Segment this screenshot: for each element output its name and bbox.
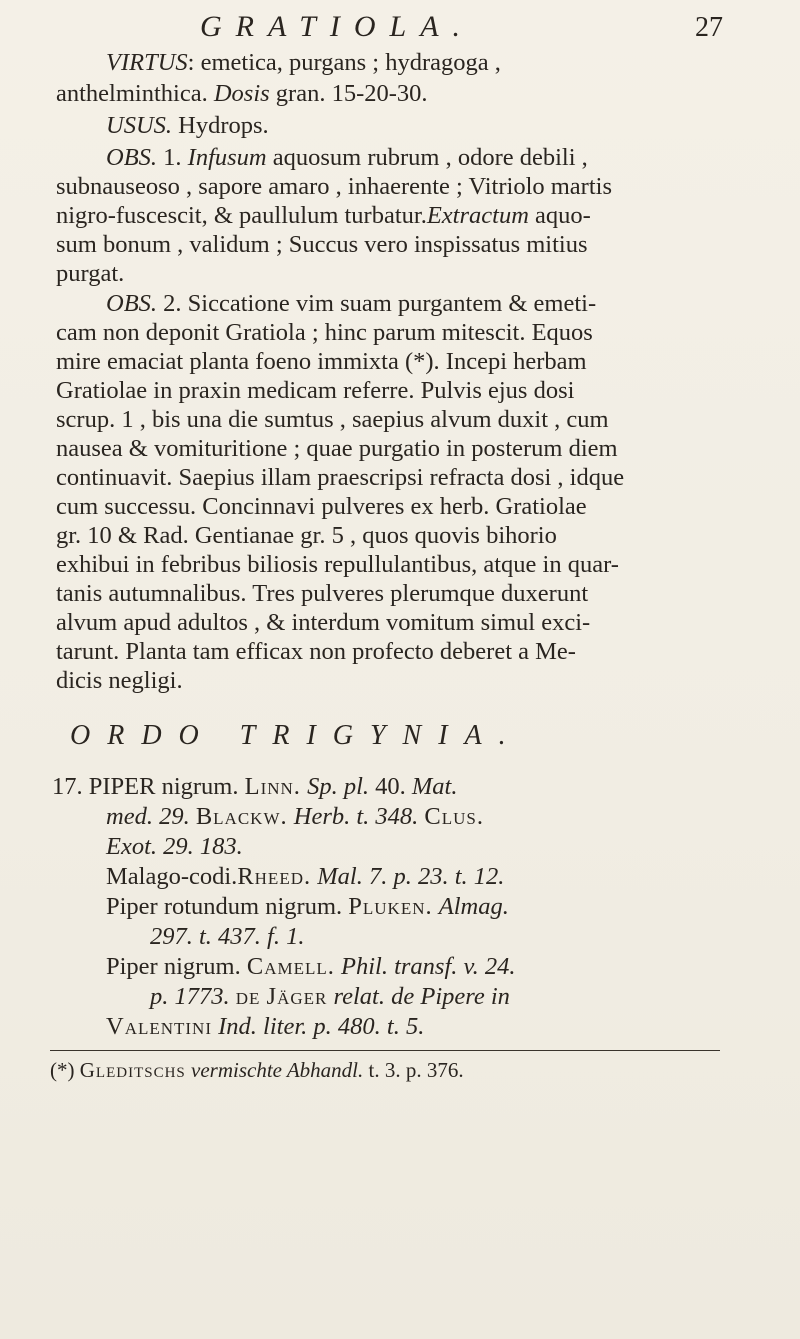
obs2-line-2: cam non deponit Gratiola ; hinc parum mitescit. Equos [56,319,593,346]
obs2-line-12: alvum apud adultos , & interdum vomitum simul exci- [56,609,591,636]
obs2-line-5: scrup. 1 , bis una die sumtus , saepius alvum duxit , cum [56,406,609,433]
virtus-line [106,48,501,78]
usus-text: Hydrops. [178,112,269,139]
obs2-line-8: cum successu. Concinnavi pulveres ex herb. Gratiolae [56,493,587,520]
entry17-8a: p. 1773. [150,983,230,1010]
usus-line [106,111,269,141]
entry17-3a: Exot. [106,833,158,860]
entry17-1b: Linn. [244,773,301,800]
obs1-label: OBS. [106,144,158,171]
obs1-line-3 [56,201,591,231]
footnote-title: vermischte Abhandl. [191,1058,364,1082]
entry17-6a: 297. t. 437. f. 1. [150,923,305,950]
obs1-line-4: sum bonum , validum ; Succus vero inspissatus mitius [56,231,588,258]
entry17-line-5 [106,892,509,922]
obs2-line-11: tanis autumnalibus. Tres pulveres plerumque duxerunt [56,580,589,607]
dosis-line [56,79,428,109]
obs1-line-5: purgat. [56,260,125,287]
obs2-line-10: exhibui in febribus biliosis repullulantibus, atque in quar- [56,551,619,578]
footnote-ref: t. 3. p. 376. [368,1058,464,1082]
entry17-1d: 40. [375,773,406,800]
entry17-7a: Piper nigrum. [106,953,241,980]
obs2-line-7: continuavit. Saepius illam praescripsi refracta dosi , idque [56,464,625,491]
entry17-4a: Malago-codi. [106,863,238,890]
obs2-line-4: Gratiolae in praxin medicam referre. Pulvis ejus dosi [56,377,575,404]
virtus-label: VIRTUS [106,49,188,76]
running-title: GRATIOLA. [200,10,475,43]
obs1-infusum: Infusum [187,144,267,171]
obs1-text-1: aquosum rubrum , odore debili , [272,144,588,171]
entry17-4c: Mal. 7. p. 23. t. 12. [317,863,505,890]
obs2-line-9: gr. 10 & Rad. Gentianae gr. 5 , quos quovis bihorio [56,522,557,549]
virtus-text-2: anthelminthica. [56,80,208,107]
entry17-5c: Almag. [438,893,509,920]
entry17-2d: Herb. t. [293,803,370,830]
page-number: 27 [695,12,723,43]
entry17-1c: Sp. pl. [307,773,369,800]
virtus-text: : emetica, purgans ; hydragoga , [187,49,501,76]
entry17-line-7 [106,952,515,982]
entry17-9b: Ind. liter. p. 480. t. 5. [218,1013,425,1040]
obs2-line-3: mire emaciat planta foeno immixta (*). Incepi herbam [56,348,587,375]
entry17-7b: Camell. [246,953,335,980]
obs2-line-6: nausea & vomituritione ; quae purgatio in posterum diem [56,435,618,462]
entry17-2b: 29. [159,803,190,830]
obs1-text-3b: aquo- [535,202,591,229]
entry17-4b: Rheed. [237,863,312,890]
entry17-line-2 [106,802,484,832]
footnote-mark: (*) [50,1058,75,1082]
obs1-text-3a: nigro-fuscescit, & paullulum turbatur. [56,202,427,229]
entry17-line-4 [106,862,504,892]
page-header [0,10,800,50]
entry17-3b: 29. 183. [163,833,243,860]
entry17-1a: PIPER nigrum. [88,773,239,800]
entry17-line-6 [150,922,305,952]
obs1-line-2: subnauseoso , sapore amaro , inhaerente ; Vitriolo martis [56,173,612,200]
obs1-extractum: Extractum [426,202,529,229]
obs2-label: OBS. [106,290,158,317]
entry17-line-3 [106,832,243,862]
entry17-9a: Valentini [106,1013,212,1040]
entry17-8b: de [235,983,261,1010]
footnote-author: Gleditschs [79,1058,186,1082]
dosis-label: Dosis [213,80,270,107]
entry17-2e: 348. [375,803,419,830]
entry17-2f: Clus. [424,803,485,830]
section-heading: ORDO TRIGYNIA. [70,720,523,751]
entry17-line-9 [106,1012,424,1042]
entry17-8c: Jäger [266,983,328,1010]
obs1-num: 1. [163,144,182,171]
entry17-line-1 [52,772,457,802]
footnote-rule [50,1050,720,1051]
entry17-7c: Phil. transf. v. 24. [341,953,516,980]
obs2-line-13: tarunt. Planta tam efficax non profecto deberet a Me- [56,638,576,665]
obs1-line-1 [106,143,588,173]
entry17-5a: Piper rotundum nigrum. [106,893,343,920]
obs2-text-1: 2. Siccatione vim suam purgantem & emeti- [163,290,597,317]
entry17-8d: relat. de Pipere in [333,983,510,1010]
usus-label: USUS. [106,112,173,139]
entry17-5b: Pluken. [348,893,433,920]
obs2-line-14: dicis negligi. [56,667,183,694]
dosis-text: gran. 15-20-30. [275,80,428,107]
entry17-line-8 [150,982,510,1012]
footnote [50,1058,464,1083]
entry17-1e: Mat. [411,773,458,800]
obs2-line-1 [106,289,596,319]
entry17-2c: Blackw. [195,803,288,830]
entry-number: 17. [52,773,83,800]
entry17-2a: med. [106,803,153,830]
